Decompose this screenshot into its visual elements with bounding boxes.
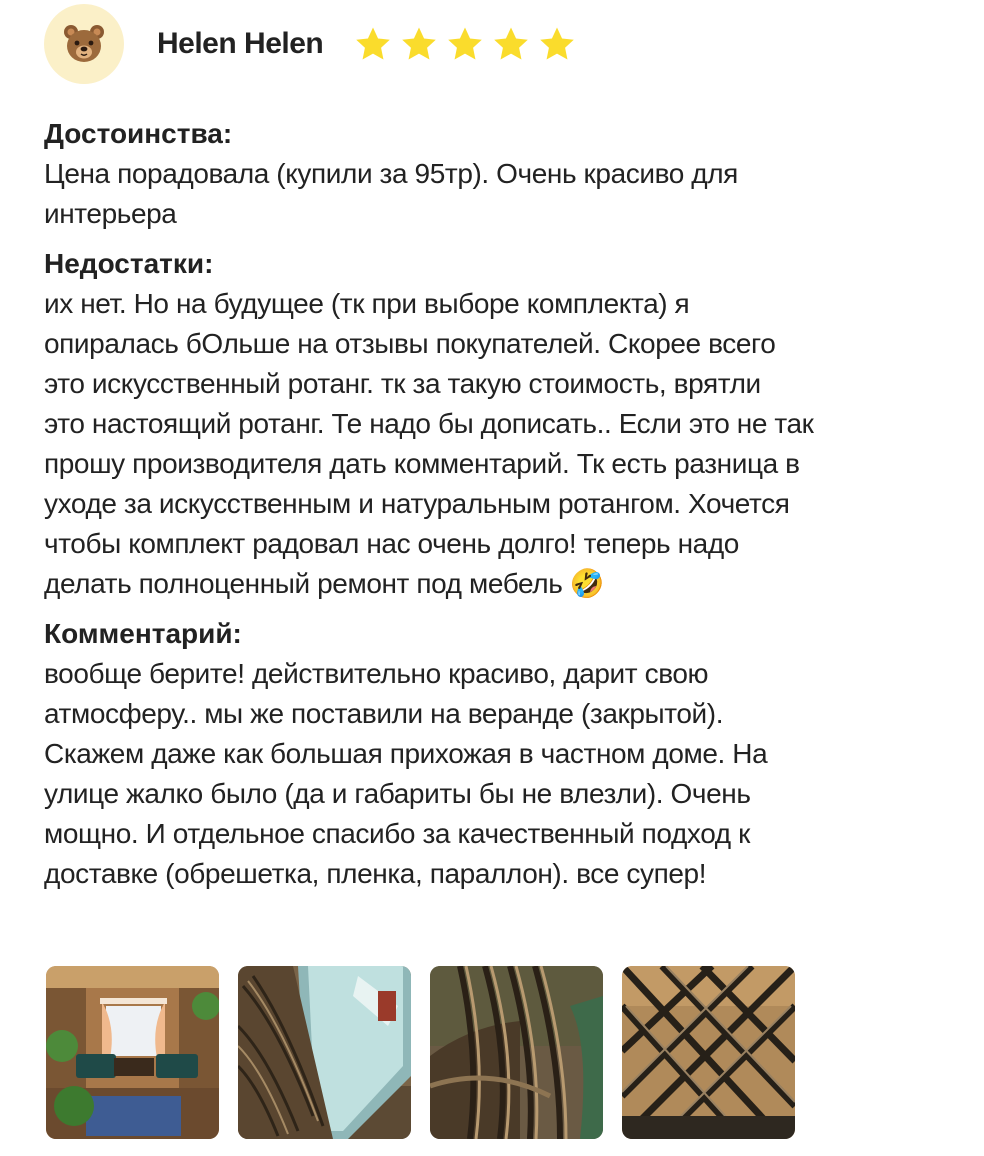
comment-title: Комментарий: <box>44 618 242 649</box>
bear-face-icon <box>62 22 106 66</box>
author-avatar[interactable] <box>44 4 124 84</box>
photo-thumbnail-lattice-closeup[interactable] <box>622 966 795 1139</box>
cons-section <box>44 244 954 604</box>
pros-section <box>44 114 954 234</box>
star-icon <box>492 25 530 63</box>
author-name[interactable]: Helen Helen <box>157 27 324 60</box>
star-icon <box>400 25 438 63</box>
star-icon <box>538 25 576 63</box>
comment-section <box>44 614 954 894</box>
review-photos <box>46 966 795 1139</box>
pros-title: Достоинства: <box>44 118 233 149</box>
photo-thumbnail-weave-closeup[interactable] <box>430 966 603 1139</box>
review-header <box>44 4 576 84</box>
star-icon <box>354 25 392 63</box>
cons-text: их нет. Но на будущее (тк при выборе комплекта) я опиралась бОльше на отзывы покупателей. Скорее всего это искусственный ротанг. тк за такую стоимость, врятли это настоящий ротанг. Те надо бы дописать.. Если это не так прошу производителя дать комментарий. Тк есть разница в уходе за искусственным и натуральным ротангом. Хочется чтобы комплект радовал нас очень долго! теперь надо делать полноценный ремонт под мебель 🤣 <box>44 288 814 599</box>
cons-title: Недостатки: <box>44 248 214 279</box>
photo-thumbnail-armrest-table[interactable] <box>238 966 411 1139</box>
comment-text: вообще берите! действительно красиво, дарит свою атмосферу.. мы же поставили на веранде (закрытой). Скажем даже как большая прихожая в частном доме. На улице жалко было (да и габариты бы не влезли). Очень мощно. И отдельное спасибо за качественный подход к доставке (обрешетка, пленка, параллон). все супер! <box>44 658 768 889</box>
star-icon <box>446 25 484 63</box>
review-body <box>44 114 954 894</box>
rating-stars <box>354 25 576 63</box>
photo-thumbnail-veranda-room[interactable] <box>46 966 219 1139</box>
pros-text: Цена порадовала (купили за 95тр). Очень красиво для интерьера <box>44 158 738 229</box>
